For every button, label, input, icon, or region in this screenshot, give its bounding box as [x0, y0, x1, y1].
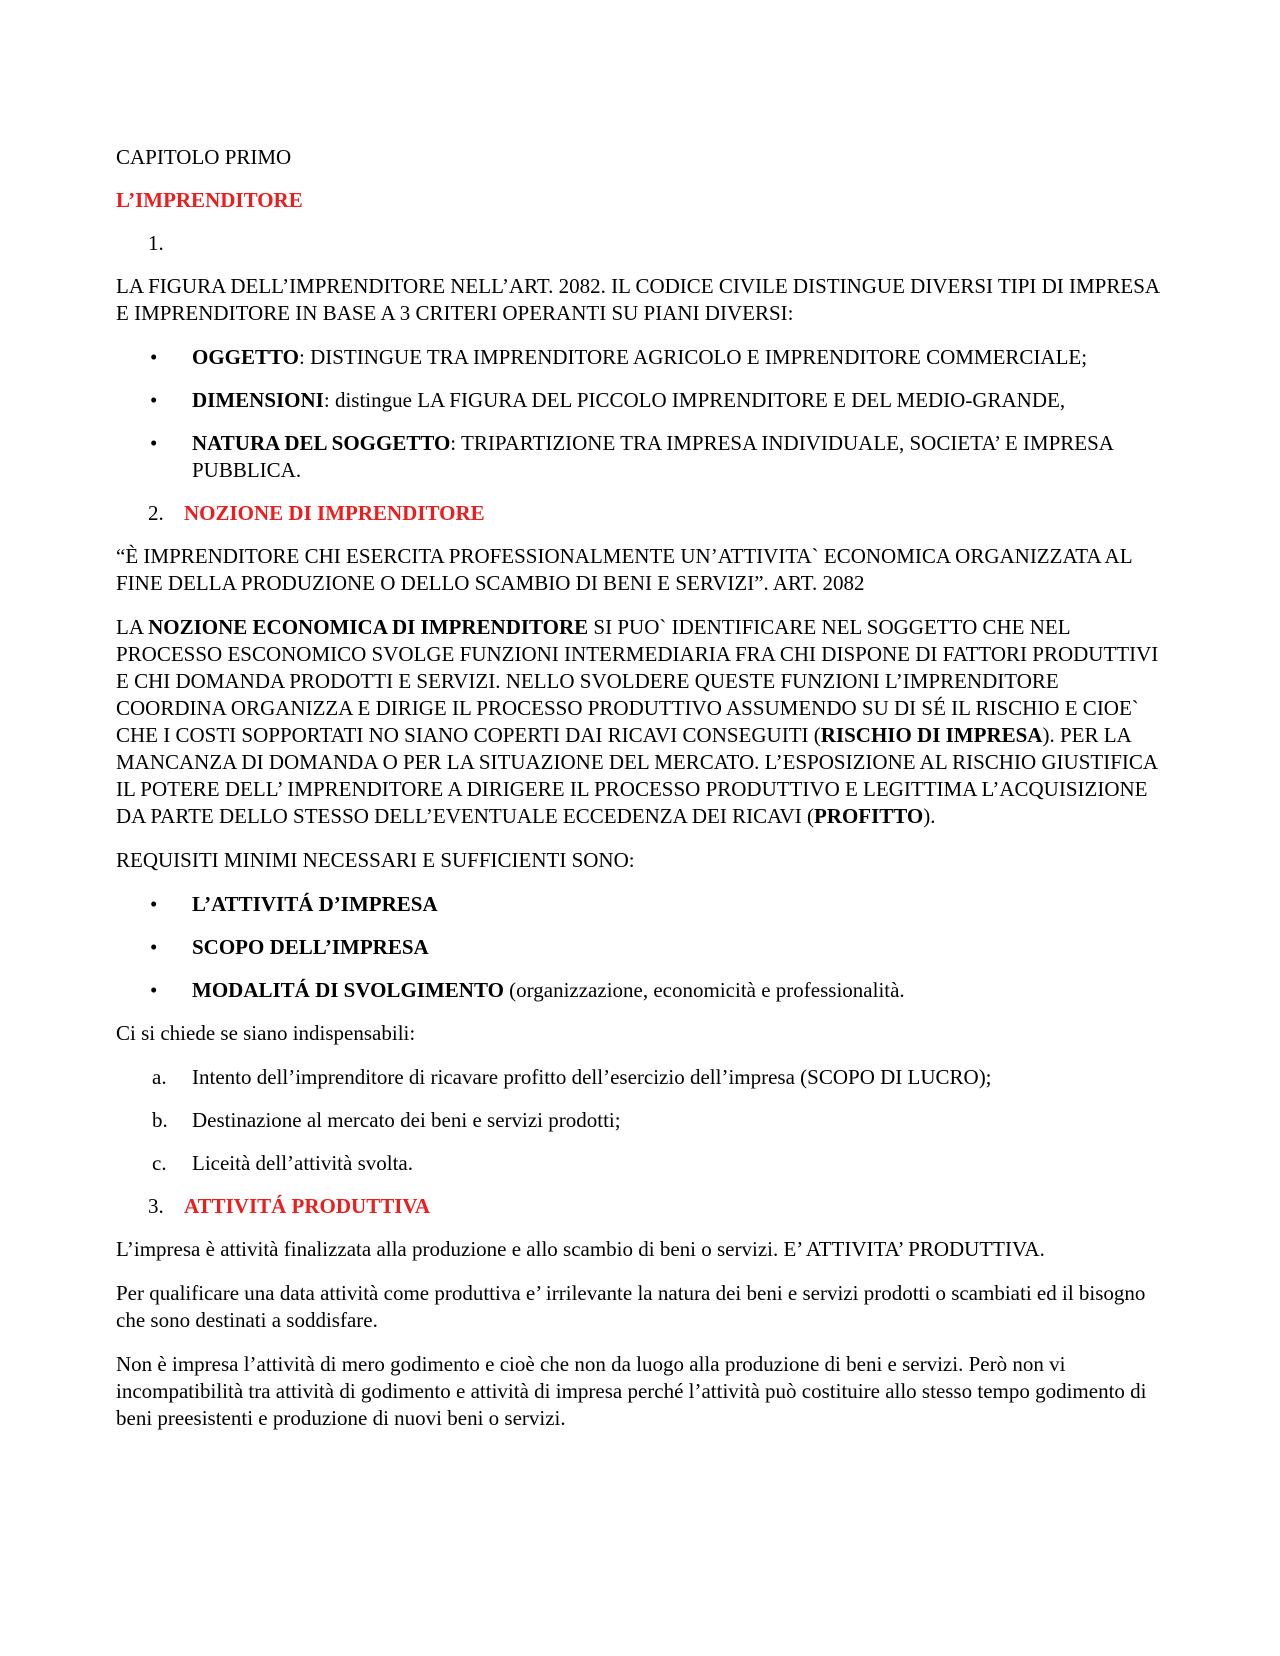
section-3-heading [116, 1193, 1171, 1220]
text-run: SI PUO` IDENTIFICARE NEL SOGGETTO CHE NEL PROCESSO ESCONOMICO SVOLGE FUNZIONI INTERMEDIARIA FRA CHI DISPONE DI FATTORI PRODUTTIVI E CHI DOMANDA PRODOTTI E SERVIZI. NELLO SVOLDERE QUESTE FUNZIONI L’IMPRENDITORE COORDINA ORGANIZZA E DIRIGE IL PROCESSO PRODUTTIVO ASSUMENDO SU DI SÉ IL RISCHIO E CIOE` CHE I COSTI SOPPORTATI NO SIANO COPERTI DAI RICAVI CONSEGUITI ( [116, 615, 1159, 747]
section-2-heading [116, 500, 1171, 527]
chapter-label: CAPITOLO PRIMO [116, 145, 292, 169]
list-marker: a. [152, 1065, 167, 1089]
section-3-paragraph-2: Per qualificare una data attività come produttiva e’ irrilevante la natura dei beni e servizi prodotti o scambiati ed il bisogno che sono destinati a soddisfare. [116, 1281, 1146, 1332]
requirements-list [116, 891, 1171, 1004]
requirement-term: L’ATTIVITÁ D’IMPRESA [192, 892, 438, 916]
list-item-text: Intento dell’imprenditore di ricavare profitto dell’esercizio dell’impresa (SCOPO DI LUCRO); [192, 1065, 992, 1089]
bullet-icon: • [150, 935, 158, 959]
question-intro: Ci si chiede se siano indispensabili: [116, 1021, 416, 1045]
list-item [116, 387, 1171, 414]
list-item [116, 1107, 1171, 1134]
section-3-title: ATTIVITÁ PRODUTTIVA [184, 1194, 431, 1218]
bullet-icon: • [150, 431, 158, 455]
criteria-list [116, 344, 1171, 484]
list-item [116, 344, 1171, 371]
bullet-icon: • [150, 978, 158, 1002]
definition-quote: “È IMPRENDITORE CHI ESERCITA PROFESSIONALMENTE UN’ATTIVITA` ECONOMICA ORGANIZZATA AL FINE DELLA PRODUZIONE O DELLO SCAMBIO DI BENI E SERVIZI”. ART. 2082 [116, 544, 1132, 595]
list-item-text: Liceità dell’attività svolta. [192, 1151, 414, 1175]
criterion-text: : DISTINGUE TRA IMPRENDITORE AGRICOLO E IMPRENDITORE COMMERCIALE; [298, 345, 1088, 369]
requirement-text: (organizzazione, economicità e professionalità. [503, 978, 905, 1002]
section-3-paragraph-1: L’impresa è attività finalizzata alla produzione e allo scambio di beni o servizi. E’ ATTIVITA’ PRODUTTIVA. [116, 1237, 1045, 1261]
list-marker: c. [152, 1151, 167, 1175]
criterion-term: OGGETTO [192, 345, 299, 369]
section-2-title: NOZIONE DI IMPRENDITORE [184, 501, 485, 525]
text-run: ). [923, 804, 936, 828]
criterion-text: : TRIPARTIZIONE TRA IMPRESA INDIVIDUALE, SOCIETA’ E IMPRESA PUBBLICA. [192, 431, 1113, 482]
requirements-intro: REQUISITI MINIMI NECESSARI E SUFFICIENTI SONO: [116, 848, 635, 872]
requirement-term: MODALITÁ DI SVOLGIMENTO [192, 978, 504, 1002]
bold-term: RISCHIO DI IMPRESA [820, 723, 1043, 747]
list-item [116, 891, 1171, 918]
section-2-marker: 2. [148, 501, 164, 525]
bullet-icon: • [150, 892, 158, 916]
requirement-term: SCOPO DELL’IMPRESA [192, 935, 429, 959]
bold-term: PROFITTO [813, 804, 924, 828]
page-title: L’IMPRENDITORE [116, 188, 303, 212]
list-item [116, 430, 1171, 484]
criterion-term: NATURA DEL SOGGETTO [192, 431, 451, 455]
list-item-text: Destinazione al mercato dei beni e servizi prodotti; [192, 1108, 621, 1132]
list-item [116, 1150, 1171, 1177]
section-3-marker: 3. [148, 1194, 164, 1218]
bold-term: NOZIONE ECONOMICA DI IMPRENDITORE [148, 615, 589, 639]
section-1-intro: LA FIGURA DELL’IMPRENDITORE NELL’ART. 2082. IL CODICE CIVILE DISTINGUE DIVERSI TIPI DI IMPRESA E IMPRENDITORE IN BASE A 3 CRITERI OPERANTI SU PIANI DIVERSI: [116, 274, 1159, 325]
list-item [116, 977, 1171, 1004]
list-item [116, 934, 1171, 961]
bullet-icon: • [150, 388, 158, 412]
document-page [116, 144, 1171, 1449]
section-1-number [116, 230, 1171, 257]
criterion-text: : distingue LA FIGURA DEL PICCOLO IMPRENDITORE E DEL MEDIO-GRANDE, [323, 388, 1066, 412]
text-run: ). PER LA MANCANZA DI DOMANDA O PER LA SITUAZIONE DEL MERCATO. L’ESPOSIZIONE AL RISCHIO GIUSTIFICA IL POTERE DELL’ IMPRENDITORE A DIRIGERE IL PROCESSO PRODUTTIVO E LEGITTIMA L’ACQUISIZIONE DA PARTE DELLO STESSO DELL’EVENTUALE ECCEDENZA DEI RICAVI ( [116, 723, 1157, 828]
list-item [116, 1064, 1171, 1091]
list-marker: b. [152, 1108, 168, 1132]
criterion-term: DIMENSIONI [192, 388, 324, 412]
text-run: LA [116, 615, 149, 639]
section-1-marker: 1. [148, 231, 164, 255]
question-list [116, 1064, 1171, 1177]
economic-notion-paragraph [116, 614, 1171, 830]
bullet-icon: • [150, 345, 158, 369]
section-3-paragraph-3: Non è impresa l’attività di mero godimento e cioè che non da luogo alla produzione di beni e servizi. Però non vi incompatibilità tra attività di godimento e attività di impresa perché l’attività può costituire allo stesso tempo godimento di beni preesistenti e produzione di nuovi beni o servizi. [116, 1352, 1147, 1430]
